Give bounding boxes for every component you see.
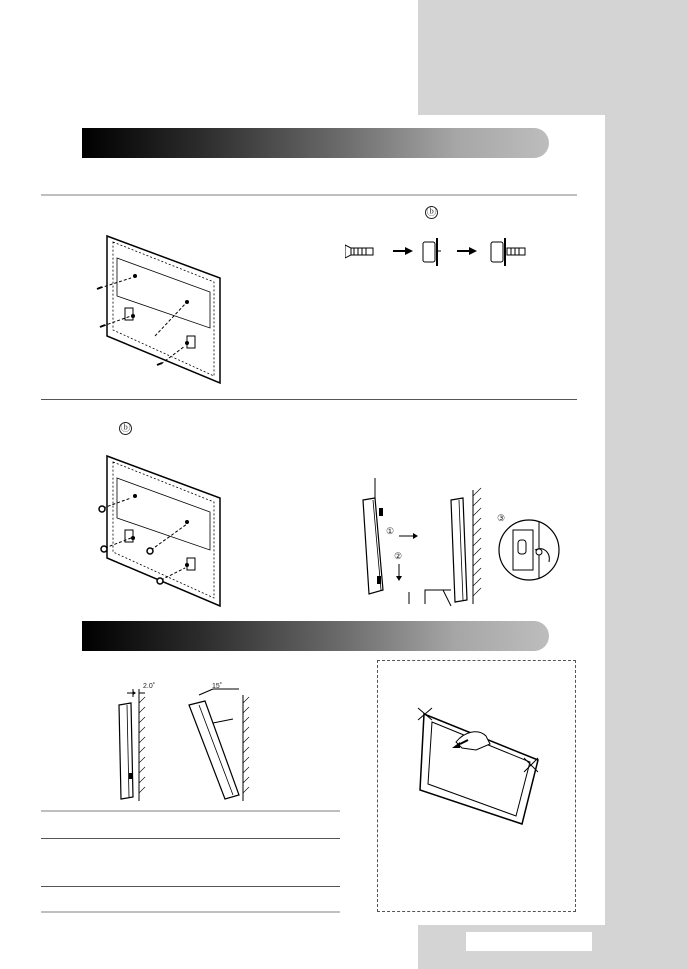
- screw-assembly-illustration: [345, 234, 535, 270]
- marker-b-top: ⓑ: [426, 207, 437, 218]
- tilt-angle-illustration: [103, 683, 263, 805]
- angle-label-large: 15˚: [212, 683, 223, 690]
- rule-3: [41, 810, 340, 812]
- step-1-marker: ①: [386, 526, 395, 536]
- step-3-marker: ③: [497, 513, 506, 523]
- rule-4: [41, 838, 340, 839]
- angle-label-small: 2.0˚: [143, 683, 156, 690]
- hanging-sequence-illustration: [355, 478, 495, 608]
- bracket-detail-illustration: [495, 512, 563, 586]
- side-panel-right: [605, 115, 687, 969]
- tv-back-illustration-2: [95, 448, 235, 610]
- section-banner-top: [82, 128, 549, 158]
- tv-back-illustration-1: [95, 228, 235, 388]
- side-panel-top: [418, 0, 687, 115]
- section-banner-bottom: [82, 621, 549, 651]
- page-number-box: [466, 932, 592, 951]
- rule-2: [41, 399, 577, 400]
- rule-1: [41, 194, 577, 196]
- marker-b-mid: ⓑ: [120, 423, 131, 434]
- tv-front-adjust-illustration: [410, 698, 550, 838]
- rule-6: [41, 911, 340, 913]
- rule-5: [41, 886, 340, 887]
- step-2-marker: ②: [394, 551, 403, 561]
